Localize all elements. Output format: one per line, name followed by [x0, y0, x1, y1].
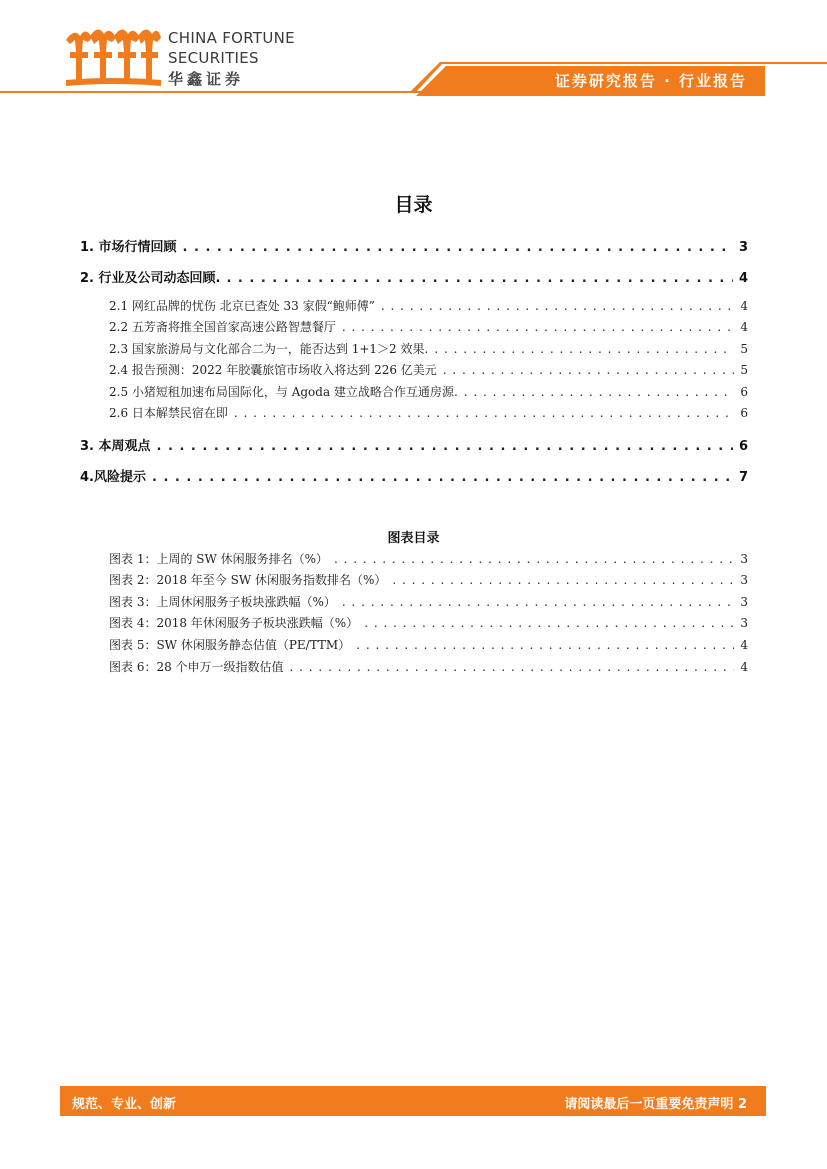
toc-entry[interactable]	[80, 435, 748, 454]
toc-subentry[interactable]	[109, 297, 748, 314]
toc-subentry-page: 5	[740, 342, 748, 356]
toc-leader	[152, 470, 733, 485]
toc-subentry[interactable]	[109, 383, 748, 400]
toc-entry[interactable]	[80, 267, 748, 286]
chart-entry-page: 3	[740, 573, 748, 587]
toc-subentry-page: 4	[740, 299, 748, 313]
footer-slogan: 规范、专业、创新	[72, 1097, 177, 1112]
chart-entry-label: 图表 6：28 个申万一级指数估值	[109, 660, 284, 674]
toc-leader	[342, 320, 734, 334]
toc-entry[interactable]	[80, 236, 748, 255]
toc-entry-label: 4.风险提示	[80, 470, 146, 485]
chart-entry-page: 4	[740, 638, 748, 652]
toc-leader	[183, 240, 733, 255]
chart-entry-page: 3	[740, 595, 748, 609]
toc-entry-label: 3. 本周观点	[80, 439, 151, 454]
footer-disclaimer-page: 请阅读最后一页重要免责声明 2	[564, 1097, 747, 1112]
chart-entry-label: 图表 5：SW 休闲服务静态估值（PE/TTM）	[109, 638, 351, 652]
chart-list-entry[interactable]	[109, 593, 748, 610]
chart-list-entry[interactable]	[109, 550, 748, 567]
toc-leader	[443, 363, 735, 377]
toc-subentry-page: 6	[740, 385, 748, 399]
toc-leader	[356, 638, 734, 652]
company-name-cn: 华鑫证券	[168, 70, 245, 88]
toc-subentry[interactable]	[109, 404, 748, 421]
toc-subentry-label: 2.4 报告预测：2022 年胶囊旅馆市场收入将达到 226 亿美元	[109, 363, 437, 377]
toc-leader	[381, 299, 734, 313]
toc-subentry[interactable]	[109, 361, 748, 378]
toc-subentry-label: 2.5 小猪短租加速布局国际化，与 Agoda 建立战略合作互通房源.	[109, 385, 458, 399]
chart-entry-label: 图表 1：上周的 SW 休闲服务排名（%）	[109, 552, 329, 566]
toc-subentry-page: 6	[740, 406, 748, 420]
chart-entry-page: 3	[740, 552, 748, 566]
chart-list-entry[interactable]	[109, 658, 748, 675]
toc-entry-page: 7	[738, 470, 748, 485]
toc-subentry-page: 5	[740, 363, 748, 377]
toc-leader	[342, 595, 735, 609]
toc-entry-page: 4	[738, 271, 748, 286]
chart-entry-page: 3	[740, 616, 748, 630]
toc-subentry-label: 2.3 国家旅游局与文化部合二为一，能否达到 1+1＞2 效果.	[109, 342, 429, 356]
toc-subentry-label: 2.6 日本解禁民宿在即	[109, 406, 228, 420]
toc-leader	[392, 573, 734, 587]
toc-leader	[364, 616, 734, 630]
toc-subentry-page: 4	[740, 320, 748, 334]
toc-subentry-label: 2.1 网红品牌的忧伤 北京已查处 33 家假“鲍师傅”	[109, 299, 375, 313]
toc-leader	[226, 271, 733, 286]
chart-entry-label: 图表 3：上周休闲服务子板块涨跌幅（%）	[109, 595, 336, 609]
chart-list-entry[interactable]	[109, 571, 748, 588]
chart-list-entry[interactable]	[109, 614, 748, 631]
toc-leader	[464, 385, 735, 399]
chart-entry-page: 4	[740, 660, 748, 674]
toc-subentry[interactable]	[109, 318, 748, 335]
toc-leader	[434, 342, 734, 356]
chart-list-entry[interactable]	[109, 636, 748, 653]
report-type-label: 证券研究报告 · 行业报告	[554, 72, 747, 90]
toc-subentry-label: 2.2 五芳斋将推全国首家高速公路智慧餐厅	[109, 320, 336, 334]
company-name-en-line2: SECURITIES	[168, 49, 259, 67]
toc-leader	[157, 439, 733, 454]
toc-entry-page: 6	[738, 439, 748, 454]
toc-entry-label: 2. 行业及公司动态回顾.	[80, 271, 221, 286]
toc-leader	[234, 406, 734, 420]
toc-entry[interactable]	[80, 466, 748, 485]
toc-subentry[interactable]	[109, 340, 748, 357]
toc-leader	[334, 552, 734, 566]
chart-entry-label: 图表 4：2018 年休闲服务子板块涨跌幅（%）	[109, 616, 359, 630]
toc-entry-page: 3	[738, 240, 748, 255]
company-name-en-line1: CHINA FORTUNE	[168, 29, 295, 47]
toc-entry-label: 1. 市场行情回顾	[80, 240, 177, 255]
toc-leader	[290, 660, 735, 674]
chart-list-title: 图表目录	[387, 531, 440, 546]
toc-title: 目录	[394, 194, 433, 216]
chart-entry-label: 图表 2：2018 年至今 SW 休闲服务指数排名（%）	[109, 573, 387, 587]
